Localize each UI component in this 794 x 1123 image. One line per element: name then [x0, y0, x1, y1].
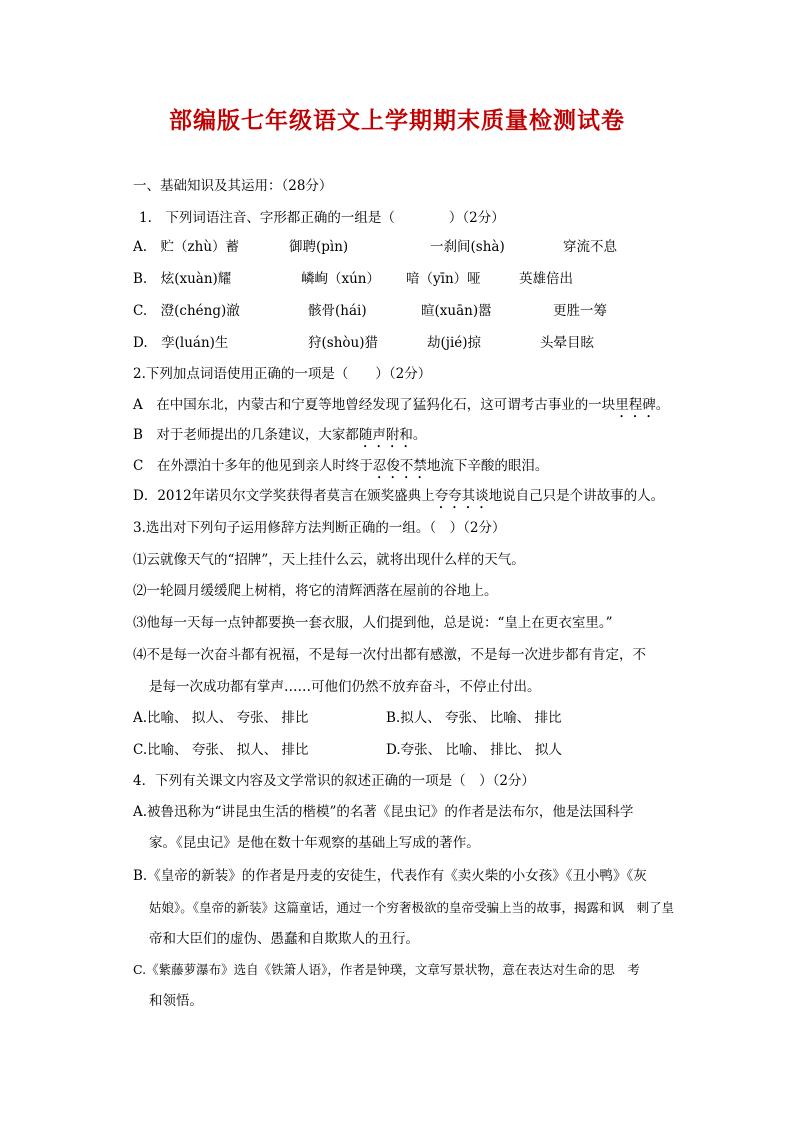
q2-option-a: A 在中国东北，内蒙古和宁夏等地曾经发现了猛犸化石，这可谓考古事业的一块里程碑。 — [133, 397, 670, 413]
q2-stem: 2.下列加点词语使用正确的一项是（ ）（2分） — [133, 366, 432, 382]
dotted-term: 夸夸其谈 — [434, 488, 489, 504]
q3-option-c: C.比喻、 夸张、 拟人、 排比 — [133, 742, 309, 758]
q3-sentence: ⑷不是每一次奋斗都有祝福，不是每一次付出都有感激，不是每一次进步都有肯定，不 — [133, 647, 646, 663]
q3-sentence-continued: 是每一次成功都有掌声……可他们仍然不放弃奋斗，不停止付出。 — [149, 679, 541, 695]
q3-option-a: A.比喻、 拟人、 夸张、 排比 — [133, 710, 309, 726]
exam-title: 部编版七年级语文上学期期末质量检测试卷 — [169, 108, 625, 134]
q3-sentence: ⑴云就像天气的“招牌”，天上挂什么云，就将出现什么样的天气。 — [133, 552, 525, 568]
q4-option-a: A.被鲁迅称为“讲昆虫生活的楷模”的名著《昆虫记》的作者是法布尔，他是法国科学 — [133, 804, 634, 820]
q2-option-b: B 对于老师提出的几条建议，大家都随声附和。 — [133, 427, 427, 443]
q3-stem: 3.选出对下列句子运用修辞方法判断正确的一组。（ ）（2分） — [133, 520, 506, 536]
q3-sentence: ⑶他每一天每一点钟都要换一套衣服，人们提到他，总是说：“皇上在更衣室里。” — [133, 615, 613, 631]
dotted-term: 忍俊不禁 — [372, 458, 427, 474]
q4-option-a-continued: 家。《昆虫记》是他在数十年观察的基础上写成的著作。 — [149, 835, 480, 851]
exam-page: 部编版七年级语文上学期期末质量检测试卷 一、基础知识及其运用：（28分） 1. 下列词语注音、字形都正确的一组是（ ）（2分） A. 贮（zhù）蓄 御聘(pìn) 一刹间(shà) 穿流不息 B. 炫(xuàn)耀 嶙峋（xún） 喑（yīn）哑 英雄倍出 C. 澄(chéng)澈 骸骨(hái) 暄(xuān)嚣 更胜一筹 D. 孪(luán)生 狩(shòu)猎 劫(jié)掠 头晕目眩 2.下列加点词语使用正确的一项是（ ）（2分） A 在中国东北，内蒙古和宁夏等地曾经发现了猛犸化石，这可谓考古事业的一块里程碑。 B 对于老师提出的几条建议，大家都随声附和。 C 在外漂泊十多年的他见到亲人时终于忍俊不禁地流下辛酸的眼泪。 D．2012年诺贝尔文学奖获得者莫言在颁奖盛典上夸夸其谈地说自己只是个讲故事的人。 3.选出对下列句子运用修辞方法判断正确的一组。（ ）（2分） ⑴云就像天气的“招牌”，天上挂什么云，就将出现什么样的天气。 ⑵一轮圆月缓缓爬上树梢，将它的清辉洒落在屋前的谷地上。 ⑶他每一天每一点钟都要换一套衣服，人们提到他，总是说：“皇上在更衣室里。” ⑷不是每一次奋斗都有祝福，不是每一次付出都有感激，不是每一次进步都有肯定，不 是每一次成功都有掌声……可他们仍然不放弃奋斗，不停止付出。 A.比喻、 拟人、 夸张、 排比 B.拟人、 夸张、 比喻、 排比 C.比喻、 夸张、 拟人、 排比 D.夸张、 比喻、 排比、 拟人 4．下列有关课文内容及文学常识的叙述正确的一项是（ ）（2分） A.被鲁迅称为“讲昆虫生活的楷模”的名著《昆虫记》的作者是法布尔，他是法国科学 家。《昆虫记》是他在数十年观察的基础上写成的著作。 B.《皇帝的新装》的作者是丹麦的安徒生，代表作有《卖火柴的小女孩》《丑小鸭》《灰 姑娘》。《皇帝的新装》这篇童话，通过一个穷奢极欲的皇帝受骗上当的故事，揭露和讽 刺了皇 帝和大臣们的虚伪、愚蠢和自欺欺人的丑行。 C.《紫藤萝瀑布》选自《铁箫人语》，作者是钟璞，文章写景状物，意在表达对生命的思 考 和领悟。 — [0, 0, 794, 1123]
q3-sentence: ⑵一轮圆月缓缓爬上树梢，将它的清辉洒落在屋前的谷地上。 — [133, 583, 498, 599]
q4-option-b-continued: 姑娘》。《皇帝的新装》这篇童话，通过一个穷奢极欲的皇帝受骗上当的故事，揭露和讽 刺了皇 — [149, 900, 675, 915]
dotted-term: 里程碑 — [615, 397, 656, 413]
section-heading: 一、基础知识及其运用：（28分） — [133, 178, 333, 194]
q3-option-b: B.拟人、 夸张、 比喻、 排比 — [386, 710, 562, 726]
q2-option-c: C 在外漂泊十多年的他见到亲人时终于忍俊不禁地流下辛酸的眼泪。 — [133, 458, 549, 474]
q4-option-c: C.《紫藤萝瀑布》选自《铁箫人语》，作者是钟璞，文章写景状物，意在表达对生命的思 考 — [133, 962, 640, 977]
q4-stem: 4．下列有关课文内容及文学常识的叙述正确的一项是（ ）（2分） — [133, 773, 535, 789]
q2-option-d: D．2012年诺贝尔文学奖获得者莫言在颁奖盛典上夸夸其谈地说自己只是个讲故事的人。 — [133, 488, 665, 504]
q1-stem: 1. 下列词语注音、字形都正确的一组是（ ）（2分） — [139, 210, 505, 226]
q4-option-c-continued: 和领悟。 — [149, 993, 203, 1009]
dotted-term: 随声附和 — [358, 427, 413, 443]
q4-option-b-continued: 帝和大臣们的虚伪、愚蠢和自欺欺人的丑行。 — [149, 931, 419, 947]
q3-option-d: D.夸张、 比喻、 排比、 拟人 — [386, 742, 563, 758]
q4-option-b: B.《皇帝的新装》的作者是丹麦的安徒生，代表作有《卖火柴的小女孩》《丑小鸭》《灰 — [133, 868, 647, 884]
